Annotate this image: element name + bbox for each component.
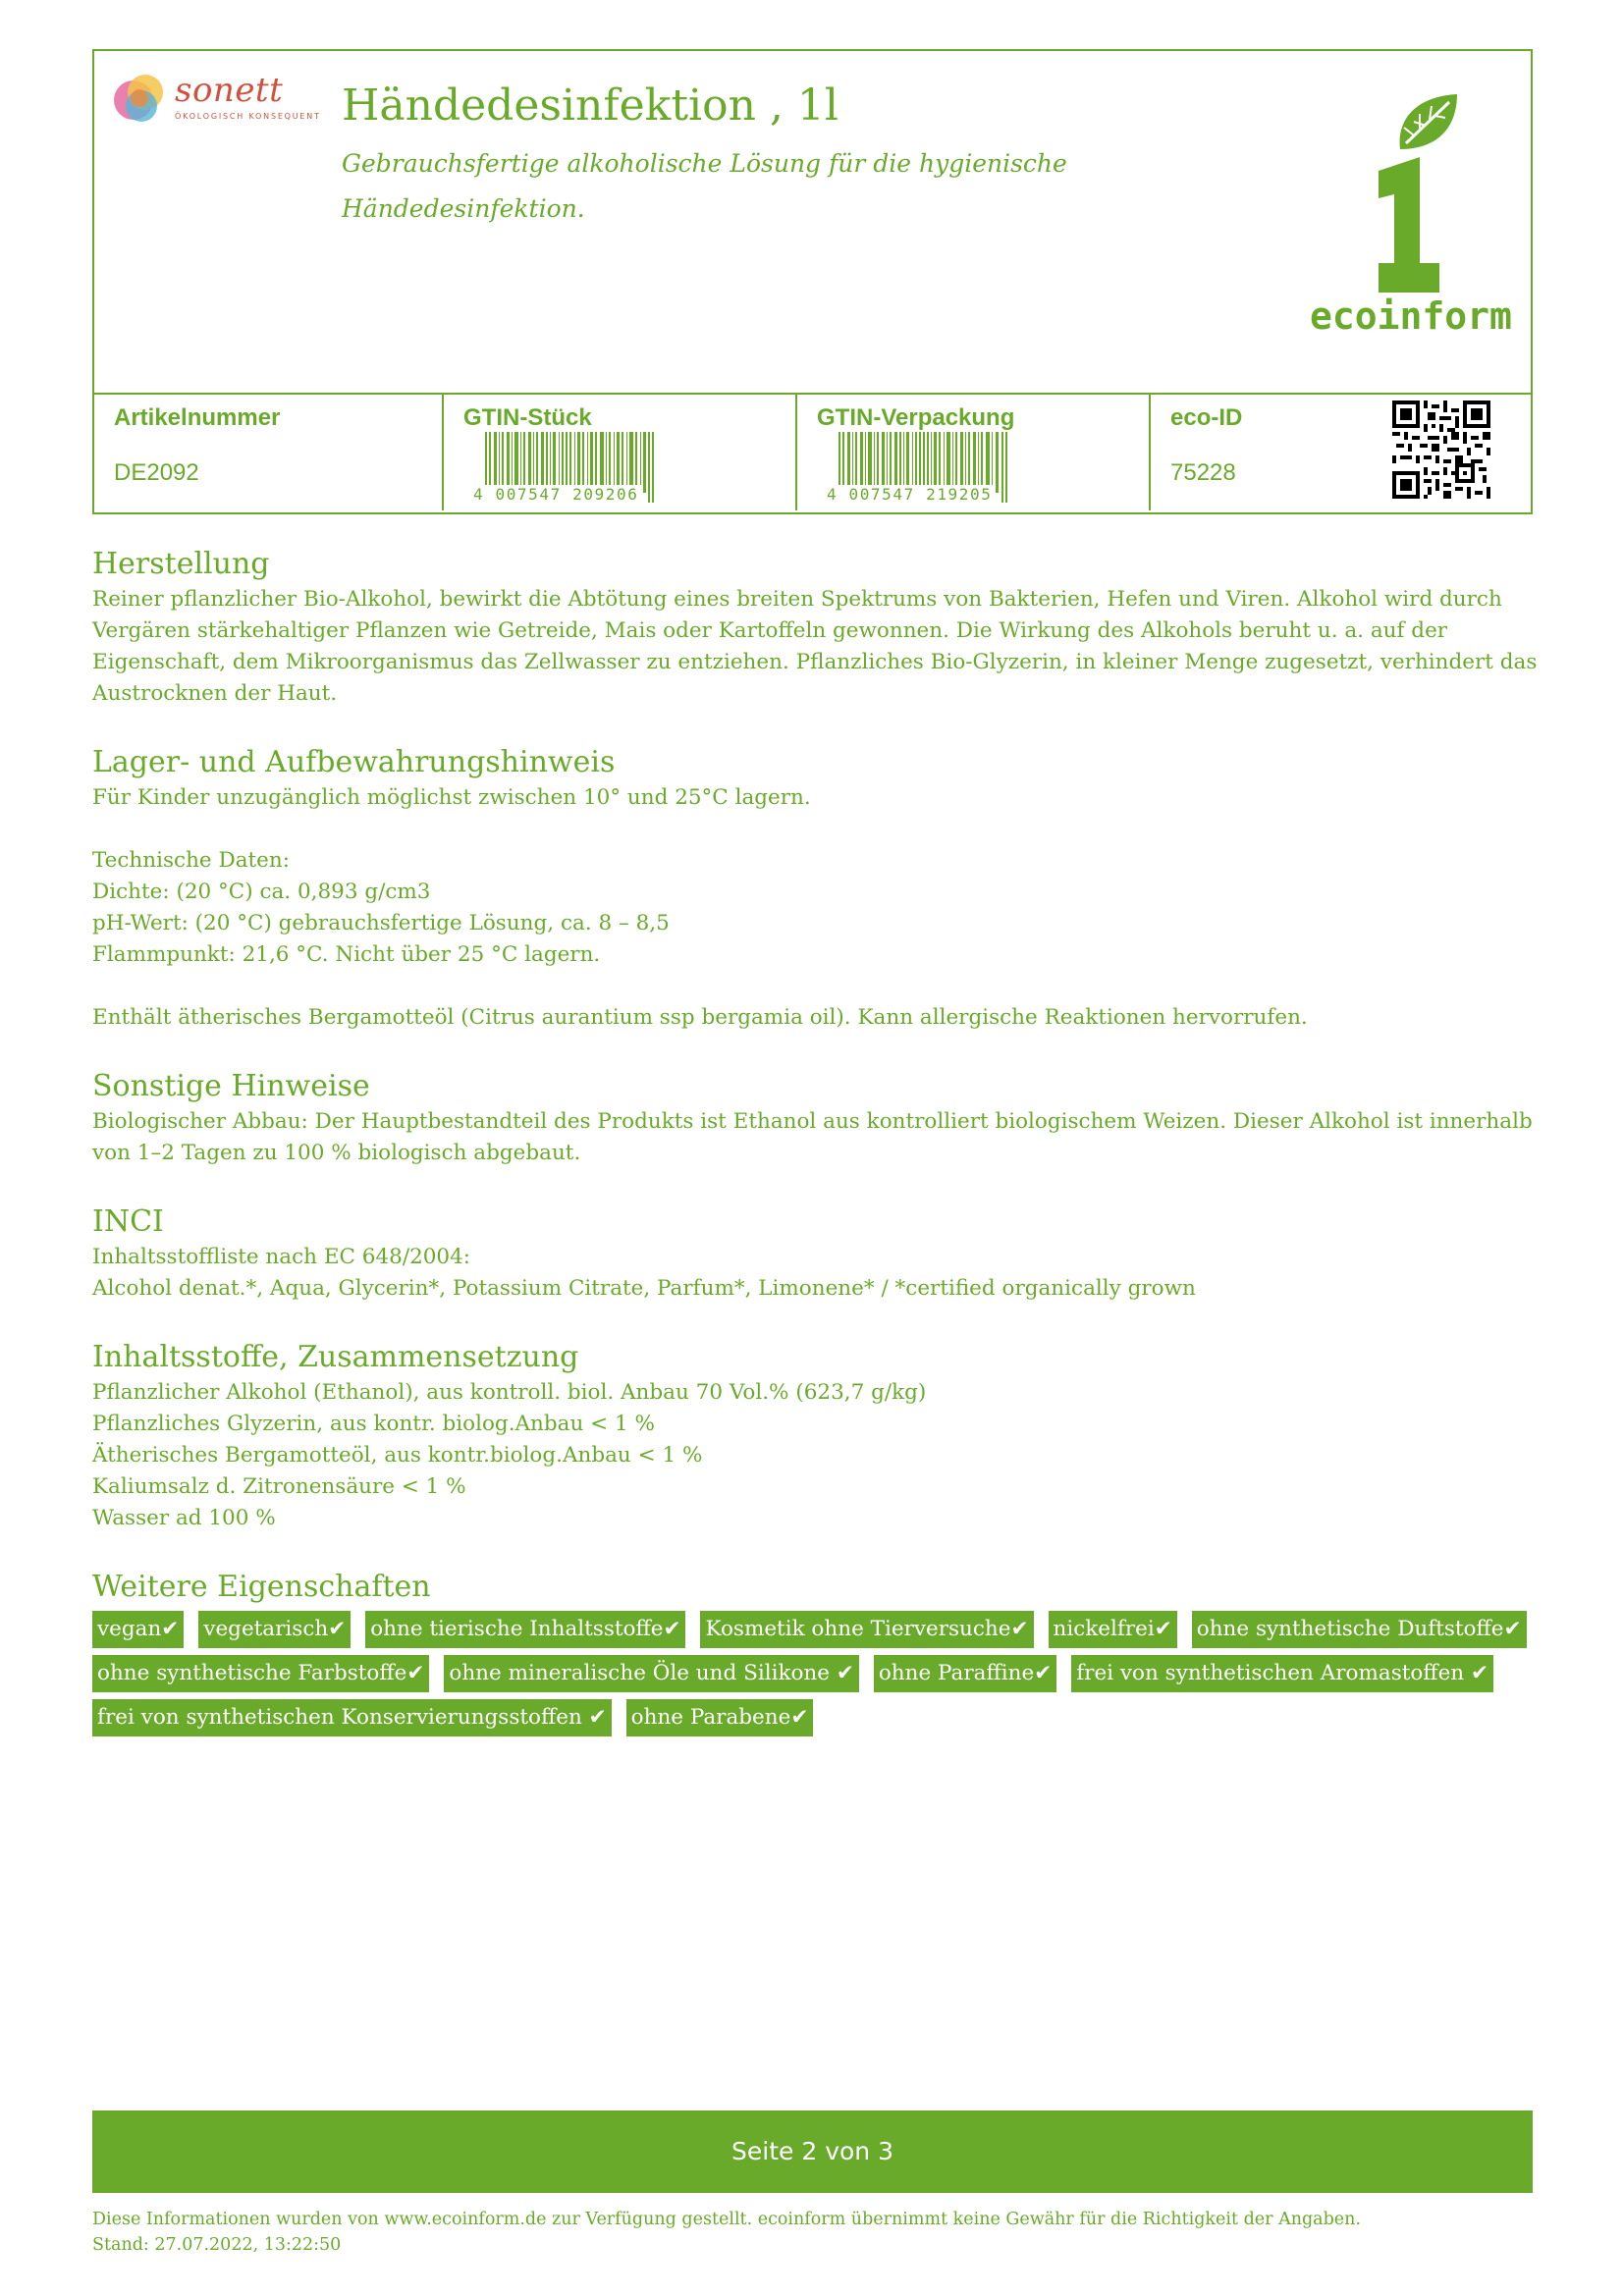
allergy-note: Enthält ätherisches Bergamotteöl (Citrus aurantium ssp bergamia oil). Kann allergische Reaktionen hervorrufen. xyxy=(92,1005,1308,1030)
property-tag: ohne synthetische Farbstoffe✔ xyxy=(92,1655,429,1692)
gtin-piece-digits: 4 007547 209206 xyxy=(473,485,639,504)
article-number-cell xyxy=(94,395,442,512)
ingredient-line: Ätherisches Bergamotteöl, aus kontr.biolog.Anbau < 1 % xyxy=(92,1443,703,1468)
property-tag: Kosmetik ohne Tierversuche✔ xyxy=(700,1611,1033,1648)
tech-heading: Technische Daten: xyxy=(92,848,290,873)
paragraph: Biologischer Abbau: Der Hauptbestandteil des Produkts ist Ethanol aus kontrolliert biologischem Weizen. Dieser Alkohol ist innerhalb von 1–2 Tagen zu 100 % biologisch abgebaut. xyxy=(92,1109,1533,1165)
section-sonstige xyxy=(92,1067,1545,1169)
section-body xyxy=(92,782,1545,1034)
content-area xyxy=(92,545,1545,1777)
page-indicator: Seite 2 von 3 xyxy=(92,2110,1533,2193)
ingredient-line: Pflanzlicher Alkohol (Ethanol), aus kontroll. biol. Anbau 70 Vol.% (623,7 g/kg) xyxy=(92,1380,927,1405)
paragraph: Für Kinder unzugänglich möglichst zwischen 10° und 25°C lagern. xyxy=(92,785,811,810)
section-title: Inhaltsstoffe, Zusammensetzung xyxy=(92,1340,579,1374)
ingredient-line: Kaliumsalz d. Zitronensäure < 1 % xyxy=(92,1474,466,1499)
section-eigenschaften xyxy=(92,1568,1545,1743)
timestamp: Stand: 27.07.2022, 13:22:50 xyxy=(92,2235,342,2255)
property-tag: vegan✔ xyxy=(92,1611,184,1648)
disclaimer-text: Diese Informationen wurden von www.ecoinform.de zur Verfügung gestellt. ecoinform übernimmt keine Gewähr für die Richtigkeit der Angaben. xyxy=(92,2210,1362,2229)
section-title: Lager- und Aufbewahrungshinweis xyxy=(92,745,616,779)
product-title: Händedesinfektion , 1l xyxy=(342,80,839,131)
paragraph: Reiner pflanzlicher Bio-Alkohol, bewirkt die Abtötung eines breiten Spektrums von Bakterien, Hefen und Viren. Alkohol wird durch Vergären stärkehaltiger Pflanzen wie Getreide, Mais oder Kartoffeln gewonnen. Die Wirkung des Alkohols beruht u. a. auf der Eigenschaft, dem Mikroorganismus das Zellwasser zu entziehen. Pflanzliches Bio-Glyzerin, in kleiner Menge zugesetzt, verhindert das Austrocknen der Haut. xyxy=(92,587,1538,706)
gtin-pack-label: GTIN-Verpackung xyxy=(817,404,1015,431)
property-tag: ohne tierische Inhaltsstoffe✔ xyxy=(365,1611,685,1648)
tech-ph: pH-Wert: (20 °C) gebrauchsfertige Lösung, ca. 8 – 8,5 xyxy=(92,911,670,935)
section-inci xyxy=(92,1202,1545,1305)
ingredient-line: Pflanzliches Glyzerin, aus kontr. biolog.Anbau < 1 % xyxy=(92,1412,655,1436)
section-body xyxy=(92,1242,1545,1305)
ecoinform-leaf-icon xyxy=(1310,88,1506,294)
section-title: Weitere Eigenschaften xyxy=(92,1570,431,1604)
gtin-pack-digits: 4 007547 219205 xyxy=(827,485,993,504)
paragraph: Inhaltsstoffliste nach EC 648/2004: xyxy=(92,1245,471,1269)
paragraph: Alcohol denat.*, Aqua, Glycerin*, Potassium Citrate, Parfum*, Limonene* / *certified organically grown xyxy=(92,1276,1196,1301)
ecoinform-wordmark: ecoinform xyxy=(1310,294,1512,338)
property-tag: vegetarisch✔ xyxy=(198,1611,351,1648)
section-herstellung xyxy=(92,545,1545,710)
property-tag: frei von synthetischen Konservierungsstoffen ✔ xyxy=(92,1699,612,1736)
ingredient-line: Wasser ad 100 % xyxy=(92,1506,276,1530)
section-body xyxy=(92,1106,1545,1169)
section-title: Herstellung xyxy=(92,547,270,581)
article-number-value: DE2092 xyxy=(114,459,199,486)
tech-density: Dichte: (20 °C) ca. 0,893 g/cm3 xyxy=(92,880,431,904)
ecoinform-logo xyxy=(1310,88,1512,363)
footer-disclaimer xyxy=(92,2207,1545,2258)
eco-id-value: 75228 xyxy=(1170,459,1236,486)
property-tag: ohne Parabene✔ xyxy=(626,1699,814,1736)
article-number-label: Artikelnummer xyxy=(114,404,281,431)
product-header xyxy=(92,49,1533,514)
property-tag: ohne Paraffine✔ xyxy=(874,1655,1056,1692)
property-tag: ohne synthetische Duftstoffe✔ xyxy=(1192,1611,1527,1648)
property-tag: nickelfrei✔ xyxy=(1049,1611,1177,1648)
sonett-logo-icon xyxy=(112,71,169,128)
gtin-piece-cell xyxy=(444,395,795,512)
section-title: INCI xyxy=(92,1204,164,1239)
sonett-logo xyxy=(112,71,328,130)
qr-code[interactable] xyxy=(1392,400,1490,499)
section-inhaltsstoffe xyxy=(92,1338,1545,1534)
gtin-pack-cell xyxy=(797,395,1149,512)
section-body xyxy=(92,584,1545,710)
product-subtitle: Gebrauchsfertige alkoholische Lösung für die hygienische Händedesinfektion. xyxy=(342,149,1067,223)
section-title: Sonstige Hinweise xyxy=(92,1069,370,1103)
brand-name: sonett xyxy=(175,71,284,110)
eco-id-label: eco-ID xyxy=(1170,404,1243,431)
gtin-piece-label: GTIN-Stück xyxy=(463,404,592,431)
section-lager xyxy=(92,743,1545,1034)
eco-id-cell xyxy=(1151,395,1386,512)
property-tag: frei von synthetischen Aromastoffen ✔ xyxy=(1071,1655,1493,1692)
brand-tagline: ÖKOLOGISCH KONSEQUENT xyxy=(175,112,321,121)
header-top xyxy=(94,51,1531,393)
product-info-row xyxy=(94,395,1531,514)
section-body xyxy=(92,1377,1545,1534)
property-tag: ohne mineralische Öle und Silikone ✔ xyxy=(444,1655,858,1692)
tech-flashpoint: Flammpunkt: 21,6 °C. Nicht über 25 °C lagern. xyxy=(92,942,601,967)
property-tags xyxy=(92,1611,1545,1743)
